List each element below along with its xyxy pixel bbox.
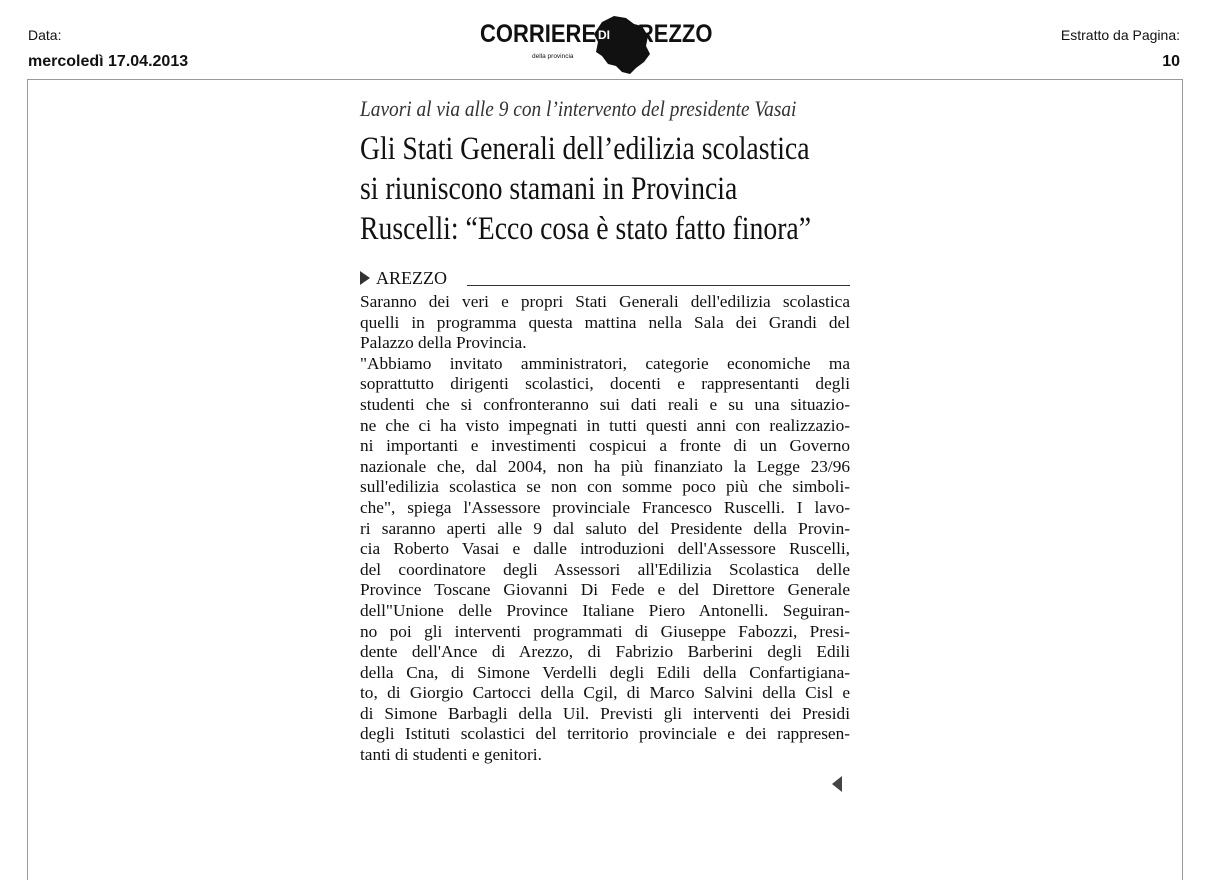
body-line: no poi gli interventi programmati di Giuseppe Fabozzi, Presi- xyxy=(360,621,850,641)
body-line: degli Istituti scolastici del territorio provinciale e dei rappresen- xyxy=(360,724,850,744)
logo-di: DI xyxy=(598,28,610,42)
date-label: Data: xyxy=(28,27,62,43)
dateline-rule xyxy=(467,285,850,286)
dateline xyxy=(360,268,850,288)
body-line: sull'edilizia scolastica se non con somme poco più che simboli- xyxy=(360,477,850,497)
body-line: ni importanti e investimenti cospicui a fronte di un Governo xyxy=(360,436,850,456)
headline-line: Ruscelli: “Ecco cosa è stato fatto finora” xyxy=(360,211,812,247)
date-value: mercoledì 17.04.2013 xyxy=(28,53,189,70)
body-line: nazionale che, dal 2004, non ha più finanziato la Legge 23/96 xyxy=(360,456,850,476)
body-line: di Simone Barbagli della Uil. Previsti gli interventi dei Presidi xyxy=(360,703,850,723)
body-line: Saranno dei veri e propri Stati Generali dell'edilizia scolastica xyxy=(360,292,850,311)
end-of-article-icon xyxy=(832,776,842,792)
logo-word-arezzo: AREZZO xyxy=(622,20,713,48)
body-line: to, di Giorgio Cartocci della Cgil, di Marco Salvini della Cisl e xyxy=(360,683,850,703)
logo-word-corriere: CORRIERE xyxy=(480,20,597,48)
article-headline xyxy=(360,129,856,249)
article-heading xyxy=(360,95,850,249)
body-line: che", spiega l'Assessore provinciale Francesco Ruscelli. I lavo- xyxy=(360,497,850,517)
body-line: "Abbiamo invitato amministratori, categorie economiche ma xyxy=(360,353,850,373)
body-line: ne che ci ha visto impegnati in tutti questi anni con realizzazio- xyxy=(360,415,850,435)
dateline-arrow-icon xyxy=(360,271,370,285)
newspaper-logo xyxy=(480,14,740,76)
body-line: Province Toscane Giovanni Di Fede e del Direttore Generale xyxy=(360,580,850,600)
body-line: Palazzo della Provincia. xyxy=(360,333,527,353)
article-body xyxy=(360,292,850,766)
page-label: Estratto da Pagina: xyxy=(1060,27,1180,43)
body-line: della Cna, di Simone Verdelli degli Edili della Confartigiana- xyxy=(360,662,850,682)
dateline-city: AREZZO xyxy=(376,268,447,288)
headline-line: Gli Stati Generali dell’edilizia scolastica xyxy=(360,131,810,167)
body-line: del coordinatore degli Assessori all'Edilizia Scolastica delle xyxy=(360,559,850,579)
headline-line: si riuniscono stamani in Provincia xyxy=(360,171,738,207)
article-kicker: Lavori al via alle 9 con l’intervento del presidente Vasai xyxy=(360,96,797,121)
page-value: 10 xyxy=(1162,53,1180,70)
body-line: cia Roberto Vasai e dalle introduzioni dell'Assessore Ruscelli, xyxy=(360,539,850,559)
header-page xyxy=(1061,26,1180,72)
body-line: quelli in programma questa mattina nella Sala dei Grandi del xyxy=(360,312,850,332)
body-line: soprattutto dirigenti scolastici, docenti e rappresentanti degli xyxy=(360,374,850,394)
body-line: tanti di studenti e genitori. xyxy=(360,745,542,765)
body-line: dell"Unione delle Province Italiane Piero Antonelli. Seguiran- xyxy=(360,600,850,620)
logo-subtitle: della provincia xyxy=(532,53,574,60)
body-line: dente dell'Ance di Arezzo, di Fabrizio Barberini degli Edili xyxy=(360,642,850,662)
body-line: studenti che si confronteranno sui dati reali e su una situazio- xyxy=(360,394,850,414)
header-date xyxy=(28,26,188,72)
body-line: ri saranno aperti alle 9 dal saluto del Presidente della Provin- xyxy=(360,518,850,538)
